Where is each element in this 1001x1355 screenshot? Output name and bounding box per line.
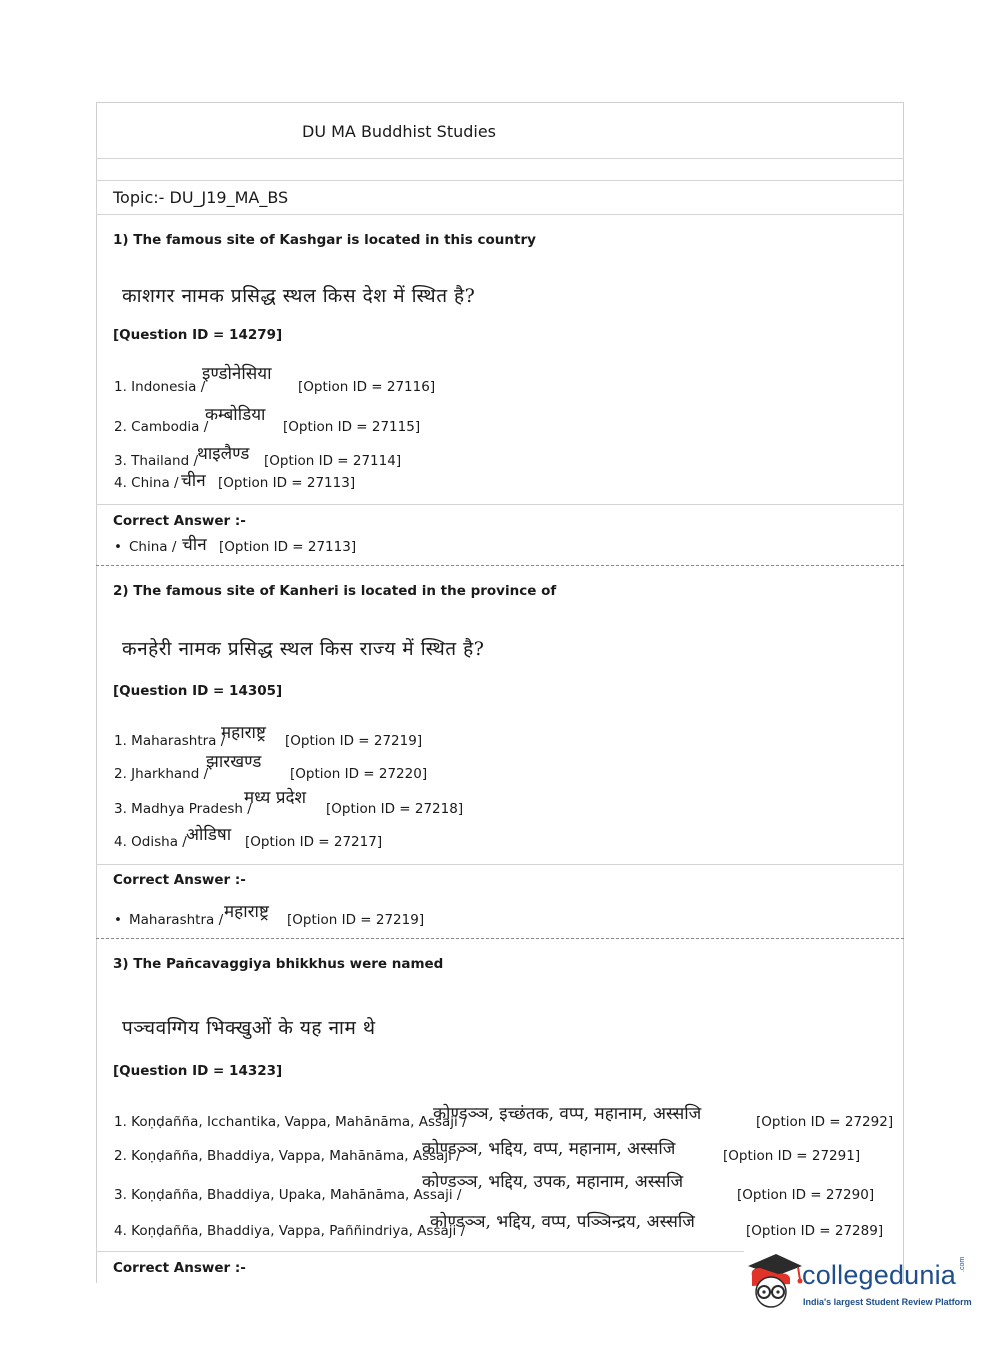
answer-label: China /	[129, 539, 177, 555]
question-text: 3) The Pañcavaggiya bhikkhus were named	[113, 956, 444, 972]
option-id: [Option ID = 27292]	[756, 1114, 894, 1130]
divider	[96, 158, 904, 159]
option-label: 4. China /	[114, 475, 179, 491]
question-id: [Question ID = 14305]	[113, 683, 283, 699]
question-hindi: कनहेरी नामक प्रसिद्ध स्थल किस राज्य में स्थित है?	[122, 638, 485, 660]
option-label: 1. Indonesia /	[114, 379, 206, 395]
collegedunia-logo	[738, 1246, 978, 1318]
question-id: [Question ID = 14323]	[113, 1063, 283, 1079]
option-hindi: इण्डोनेसिया	[202, 364, 272, 384]
correct-answer-label: Correct Answer :-	[113, 1260, 246, 1276]
question-separator	[96, 938, 904, 939]
option-id: [Option ID = 27220]	[290, 766, 428, 782]
divider	[96, 1251, 744, 1252]
question-hindi: काशगर नामक प्रसिद्ध स्थल किस देश में स्थित है?	[122, 285, 476, 307]
option-id: [Option ID = 27113]	[218, 475, 356, 491]
option-id: [Option ID = 27116]	[298, 379, 436, 395]
correct-answer-label: Correct Answer :-	[113, 872, 246, 888]
divider	[96, 180, 904, 181]
option-id: [Option ID = 27290]	[737, 1187, 875, 1203]
divider	[96, 504, 904, 505]
question-text: 2) The famous site of Kanheri is located in the province of	[113, 583, 557, 599]
option-hindi: कोण्डञ्ञ, भद्दिय, उपक, महानाम, अस्सजि	[422, 1172, 684, 1192]
option-id: [Option ID = 27115]	[283, 419, 421, 435]
option-label: 2. Cambodia /	[114, 419, 209, 435]
option-hindi: ओडिषा	[186, 825, 232, 845]
option-id: [Option ID = 27219]	[285, 733, 423, 749]
option-label: 1. Koṇḍañña, Icchantika, Vappa, Mahānāma, Assaji /	[114, 1114, 467, 1130]
option-hindi: कोण्डञ्ञ, भद्दिय, वप्प, पञ्ञिन्द्रय, अस्सजि	[430, 1212, 695, 1232]
option-hindi: मध्य प्रदेश	[244, 788, 307, 808]
divider	[96, 214, 904, 215]
logo-suffix: .com	[959, 1256, 966, 1272]
option-label: 4. Odisha /	[114, 834, 187, 850]
question-id: [Question ID = 14279]	[113, 327, 283, 343]
logo-tagline: India's largest Student Review Platform	[803, 1297, 972, 1307]
option-hindi: कोण्डञ्ञ, इच्छंतक, वप्प, महानाम, अस्सजि	[433, 1104, 702, 1124]
page-title: DU MA Buddhist Studies	[302, 122, 497, 141]
correct-answer-label: Correct Answer :-	[113, 513, 246, 529]
answer-id: [Option ID = 27113]	[219, 539, 357, 555]
answer-bullet: •	[114, 539, 122, 555]
option-label: 2. Koṇḍañña, Bhaddiya, Vappa, Mahānāma, Assaji /	[114, 1148, 461, 1164]
option-hindi: महाराष्ट्र	[221, 723, 266, 743]
option-hindi: झारखण्ड	[206, 752, 262, 772]
answer-hindi: महाराष्ट्र	[224, 902, 269, 922]
answer-bullet: •	[114, 912, 122, 928]
option-hindi: थाइलैण्ड	[197, 444, 250, 464]
question-text: 1) The famous site of Kashgar is located in this country	[113, 232, 536, 248]
option-id: [Option ID = 27114]	[264, 453, 402, 469]
option-hindi: कोण्डञ्ञ, भद्दिय, वप्प, महानाम, अस्सजि	[422, 1139, 676, 1159]
option-id: [Option ID = 27217]	[245, 834, 383, 850]
option-label: 3. Madhya Pradesh /	[114, 801, 252, 817]
question-separator	[96, 565, 904, 566]
option-label: 3. Thailand /	[114, 453, 198, 469]
option-label: 2. Jharkhand /	[114, 766, 209, 782]
option-label: 3. Koṇḍañña, Bhaddiya, Upaka, Mahānāma, Assaji /	[114, 1187, 462, 1203]
option-id: [Option ID = 27291]	[723, 1148, 861, 1164]
divider	[96, 864, 904, 865]
option-hindi: चीन	[181, 471, 206, 491]
question-hindi: पञ्चवग्गिय भिक्खुओं के यह नाम थे	[122, 1017, 376, 1039]
option-id: [Option ID = 27289]	[746, 1223, 884, 1239]
answer-id: [Option ID = 27219]	[287, 912, 425, 928]
option-id: [Option ID = 27218]	[326, 801, 464, 817]
logo-brand: collegedunia	[802, 1260, 957, 1290]
option-hindi: कम्बोडिया	[205, 405, 266, 425]
option-label: 4. Koṇḍañña, Bhaddiya, Vappa, Paññindriya, Assaji /	[114, 1223, 466, 1239]
option-label: 1. Maharashtra /	[114, 733, 226, 749]
answer-label: Maharashtra /	[129, 912, 224, 928]
answer-hindi: चीन	[182, 535, 207, 555]
topic-label: Topic:- DU_J19_MA_BS	[113, 188, 289, 207]
mascot-icon	[738, 1246, 808, 1316]
